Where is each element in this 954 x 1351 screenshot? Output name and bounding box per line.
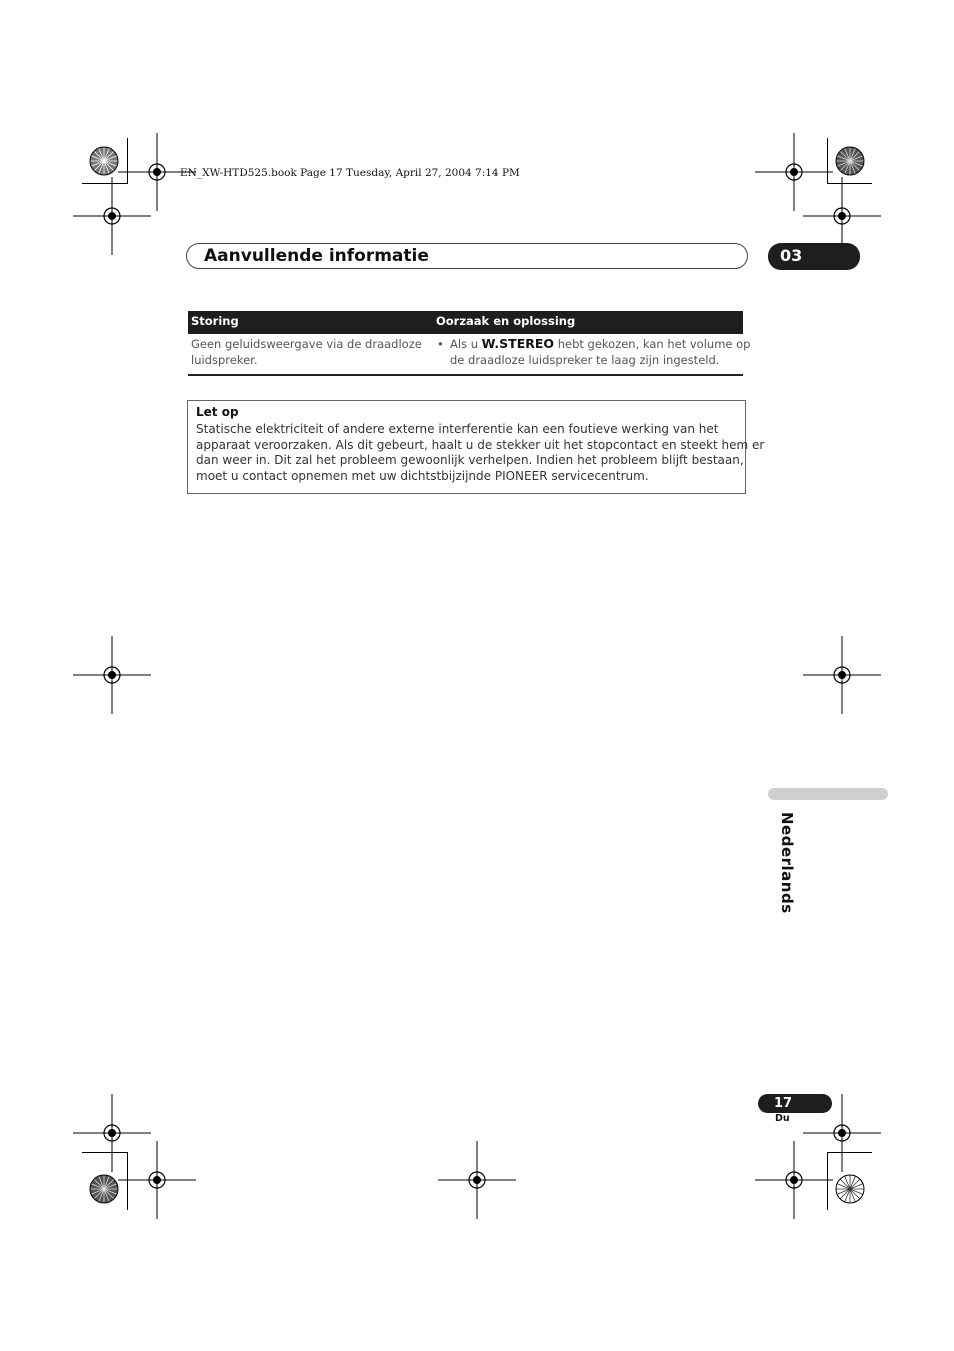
bullet-icon: • (437, 337, 444, 351)
chapter-number: 03 (780, 246, 803, 265)
cause-line (450, 336, 751, 352)
book-info-line: EN_XW-HTD525.book Page 17 Tuesday, April 27, 2004 7:14 PM (180, 167, 520, 179)
language-tab-label: Nederlands (778, 812, 796, 914)
table-cell-problem (191, 336, 422, 368)
registration-mark-icon (755, 1141, 833, 1219)
table-bottom-rule (188, 374, 743, 376)
table-header-problem: Storing (191, 314, 239, 328)
star-target-icon (835, 146, 865, 176)
page-number: 17 (774, 1096, 793, 1111)
cause-line: de draadloze luidspreker te laag zijn ingesteld. (450, 353, 720, 367)
registration-mark-icon (438, 1141, 516, 1219)
star-target-icon (89, 1174, 119, 1204)
table-cell-cause (450, 336, 751, 368)
problem-line: luidspreker. (191, 353, 258, 367)
chapter-title: Aanvullende informatie (204, 246, 429, 266)
cause-prefix: Als u (450, 337, 482, 351)
page-language-code: Du (775, 1113, 790, 1124)
note-line: dan weer in. Dit zal het probleem gewoonlijk verhelpen. Indien het probleem blijft bestaan, (196, 453, 744, 467)
problem-line: Geen geluidsweergave via de draadloze (191, 337, 422, 351)
cause-keyword: W.STEREO (481, 336, 555, 351)
note-title: Let op (196, 405, 239, 419)
table-header-cause: Oorzaak en oplossing (436, 314, 576, 328)
note-body (196, 422, 765, 484)
note-line: Statische elektriciteit of andere externe interferentie kan een foutieve werking van het (196, 422, 719, 436)
language-tab-bar (768, 788, 888, 800)
registration-mark-icon (118, 1141, 196, 1219)
page-number-badge (758, 1094, 832, 1113)
star-target-icon (89, 146, 119, 176)
cause-suffix: hebt gekozen, kan het volume op (554, 337, 751, 351)
star-target-icon (835, 1174, 865, 1204)
registration-mark-icon (803, 636, 881, 714)
note-line: apparaat veroorzaken. Als dit gebeurt, haalt u de stekker uit het stopcontact en steekt hem er (196, 437, 765, 452)
note-line: moet u contact opnemen met uw dichtstbijzijnde PIONEER servicecentrum. (196, 468, 649, 483)
registration-mark-icon (73, 636, 151, 714)
registration-mark-icon (73, 177, 151, 255)
